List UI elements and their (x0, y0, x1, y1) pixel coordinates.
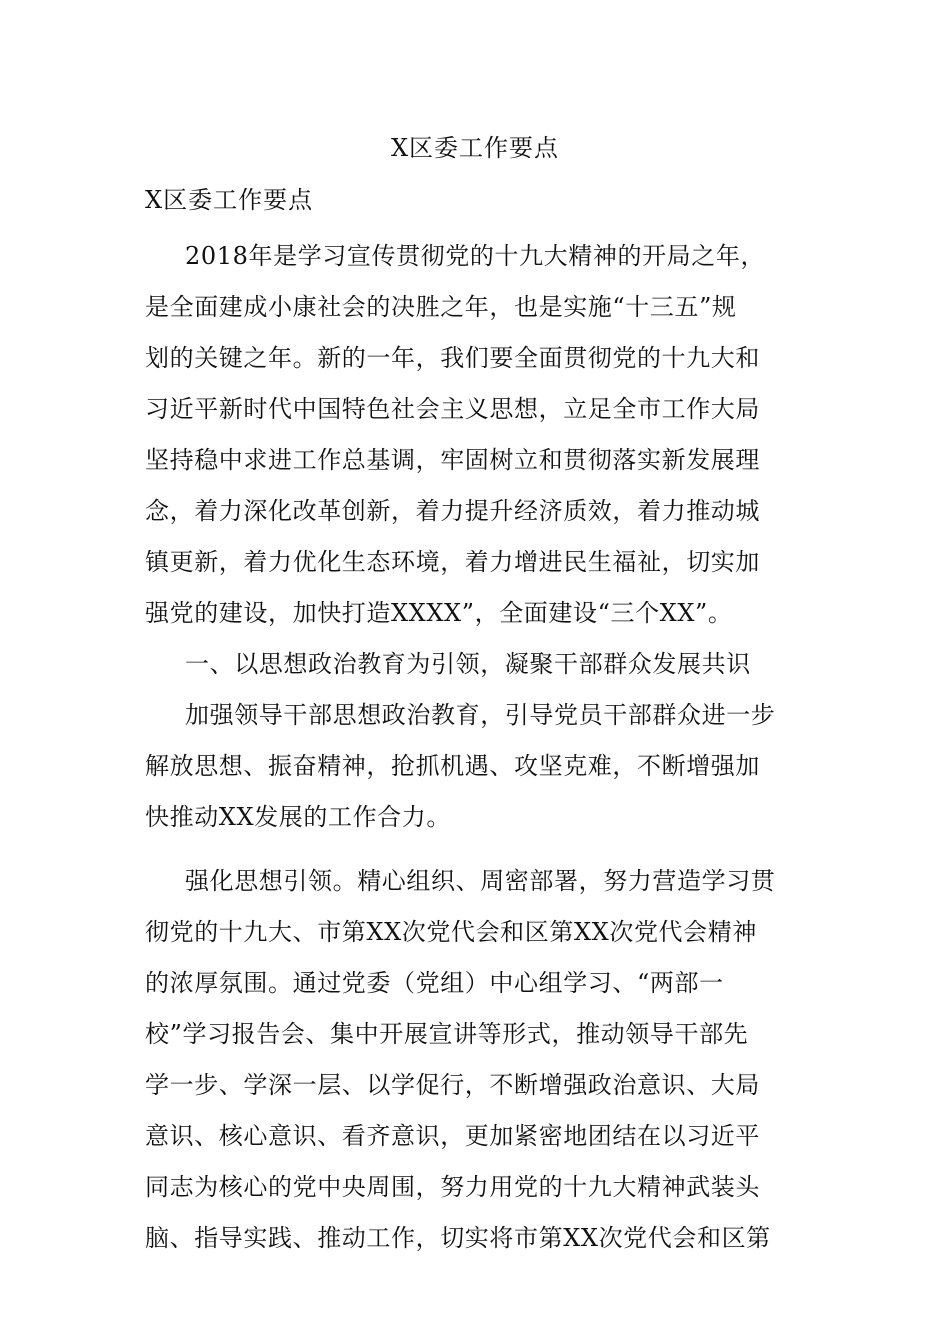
paragraph-line: 是全面建成小康社会的决胜之年，也是实施“十三五”规 (145, 293, 737, 321)
paragraph-line: 镇更新，着力优化生态环境，着力增进民生福祉，切实加 (145, 548, 760, 576)
paragraph-line: 划的关键之年。新的一年，我们要全面贯彻党的十九大和 (145, 344, 760, 372)
paragraph-line: 强党的建设，加快打造XXXX”，全面建设“三个XX”。 (145, 599, 733, 627)
paragraph-line: 的浓厚氛围。通过党委（党组）中心组学习、“两部一 (145, 969, 724, 997)
paragraph-line: 2018年是学习宣传贯彻党的十九大精神的开局之年， (185, 242, 766, 270)
paragraph-line: 加强领导干部思想政治教育，引导党员干部群众进一步 (185, 701, 776, 729)
section-heading: 一、以思想政治教育为引领，凝聚干部群众发展共识 (185, 650, 751, 678)
paragraph-line: 坚持稳中求进工作总基调，牢固树立和贯彻落实新发展理 (145, 446, 760, 474)
paragraph-line: 意识、核心意识、看齐意识，更加紧密地团结在以习近平 (145, 1122, 760, 1150)
paragraph-line: 脑、指导实践、推动工作，切实将市第XX次党代会和区第 (145, 1224, 771, 1252)
document-title: X区委工作要点 (390, 134, 560, 162)
paragraph-line: 彻党的十九大、市第XX次党代会和区第XX次党代会精神 (145, 918, 757, 946)
document-body (145, 231, 805, 1264)
paragraph-line: 念，着力深化改革创新，着力提升经济质效，着力推动城 (145, 497, 760, 525)
paragraph-line: 学一步、学深一层、以学促行，不断增强政治意识、大局 (145, 1071, 760, 1099)
paragraph-line: 快推动XX发展的工作合力。 (145, 803, 451, 831)
paragraph-line: 习近平新时代中国特色社会主义思想，立足全市工作大局 (145, 395, 760, 423)
paragraph-line: 强化思想引领。精心组织、周密部署，努力营造学习贯 (185, 867, 776, 895)
paragraph-line: 校”学习报告会、集中开展宣讲等形式，推动领导干部先 (145, 1020, 749, 1048)
paragraph-gap (145, 843, 805, 856)
document-subtitle: X区委工作要点 (145, 186, 314, 214)
paragraph-line: 解放思想、振奋精神，抢抓机遇、攻坚克难，不断增强加 (145, 752, 760, 780)
paragraph-line: 同志为核心的党中央周围，努力用党的十九大精神武装头 (145, 1173, 760, 1201)
